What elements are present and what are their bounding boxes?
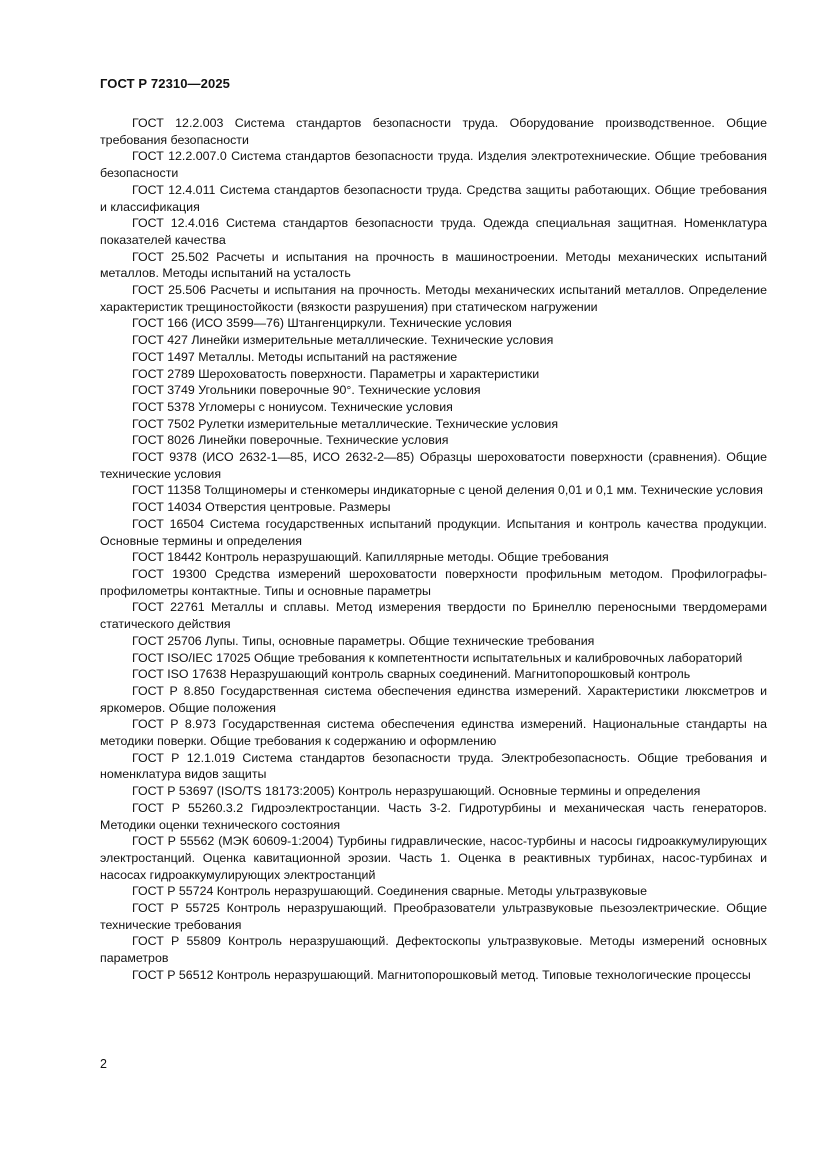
reference-item: ГОСТ 25.502 Расчеты и испытания на прочность в машиностроении. Методы механических испытаний металлов. Методы испытаний на усталость xyxy=(100,249,767,281)
reference-item: ГОСТ Р 53697 (ISO/TS 18173:2005) Контроль неразрушающий. Основные термины и определения xyxy=(132,784,701,799)
reference-item: ГОСТ Р 8.973 Государственная система обеспечения единства измерений. Национальные стандарты на методики поверки. Общие требования к содержанию и оформлению xyxy=(100,717,767,749)
reference-item: ГОСТ 9378 (ИСО 2632-1—85, ИСО 2632-2—85) Образцы шероховатости поверхности (сравнения). Общие технические условия xyxy=(100,450,767,481)
reference-item: ГОСТ 2789 Шероховатость поверхности. Параметры и характеристики xyxy=(132,366,540,381)
reference-item: ГОСТ 12.4.011 Система стандартов безопасности труда. Средства защиты работающих. Общие требования и классификация xyxy=(100,182,767,214)
document-header: ГОСТ Р 72310—2025 xyxy=(100,76,230,91)
reference-item: ГОСТ 16504 Система государственных испытаний продукции. Испытания и контроль качества продукции. Основные термины и определения xyxy=(100,516,767,548)
reference-item: ГОСТ 1497 Металлы. Методы испытаний на растяжение xyxy=(132,349,458,364)
normative-references-list xyxy=(100,115,767,984)
reference-item: ГОСТ Р 55260.3.2 Гидроэлектростанции. Часть 3-2. Гидротурбины и механическая часть генераторов. Методики оценки технического состояния xyxy=(100,800,767,832)
reference-item: ГОСТ Р 55725 Контроль неразрушающий. Преобразователи ультразвуковые пьезоэлектрические. Общие технические требования xyxy=(100,901,767,932)
reference-item: ГОСТ Р 12.1.019 Система стандартов безопасности труда. Электробезопасность. Общие требования и номенклатура видов защиты xyxy=(100,750,767,782)
reference-item: ГОСТ 22761 Металлы и сплавы. Метод измерения твердости по Бринеллю переносными твердомерами статического действия xyxy=(100,600,767,632)
reference-item: ГОСТ 12.2.007.0 Система стандартов безопасности труда. Изделия электротехнические. Общие требования безопасности xyxy=(100,149,767,181)
reference-item: ГОСТ 14034 Отверстия центровые. Размеры xyxy=(132,500,391,515)
reference-item: ГОСТ 12.4.016 Система стандартов безопасности труда. Одежда специальная защитная. Номенклатура показателей качества xyxy=(100,216,767,247)
reference-item: ГОСТ 8026 Линейки поверочные. Технические условия xyxy=(132,433,449,448)
reference-item: ГОСТ 427 Линейки измерительные металлические. Технические условия xyxy=(132,333,554,348)
reference-item: ГОСТ 25.506 Расчеты и испытания на прочность. Методы механических испытаний металлов. Определение характеристик трещиностойкости (вязкости разрушения) при статическом нагружении xyxy=(100,283,767,314)
reference-item: ГОСТ Р 55809 Контроль неразрушающий. Дефектоскопы ультразвуковые. Методы измерений основных параметров xyxy=(100,934,767,966)
reference-item: ГОСТ 12.2.003 Система стандартов безопасности труда. Оборудование производственное. Общие требования безопасности xyxy=(100,116,767,147)
reference-item: ГОСТ ISO 17638 Неразрушающий контроль сварных соединений. Магнитопорошковый контроль xyxy=(132,667,691,682)
reference-item: ГОСТ Р 55724 Контроль неразрушающий. Соединения сварные. Методы ультразвуковые xyxy=(132,884,647,899)
reference-item: ГОСТ Р 55562 (МЭК 60609-1:2004) Турбины гидравлические, насос-турбины и насосы гидроаккумулирующих электростанций. Оценка кавитационной эрозии. Часть 1. Оценка в реактивных турбинах, насос-турбинах и насосах гидроаккумулирующих электростанций xyxy=(100,834,767,882)
reference-item: ГОСТ 166 (ИСО 3599—76) Штангенциркули. Технические условия xyxy=(132,316,512,331)
reference-item: ГОСТ Р 8.850 Государственная система обеспечения единства измерений. Характеристики люксметров и яркомеров. Общие положения xyxy=(100,683,767,715)
reference-item: ГОСТ Р 56512 Контроль неразрушающий. Магнитопорошковый метод. Типовые технологические процессы xyxy=(132,967,751,982)
reference-item: ГОСТ 18442 Контроль неразрушающий. Капиллярные методы. Общие требования xyxy=(132,550,609,565)
reference-item: ГОСТ 25706 Лупы. Типы, основные параметры. Общие технические требования xyxy=(132,633,595,648)
reference-item: ГОСТ 19300 Средства измерений шероховатости поверхности профильным методом. Профилографы-профилометры контактные. Типы и основные параметры xyxy=(100,566,767,598)
reference-item: ГОСТ ISO/IEC 17025 Общие требования к компетентности испытательных и калибровочных лабораторий xyxy=(132,650,743,665)
reference-item: ГОСТ 11358 Толщиномеры и стенкомеры индикаторные с ценой деления 0,01 и 0,1 мм. Технические условия xyxy=(132,483,763,498)
reference-item: ГОСТ 3749 Угольники поверочные 90°. Технические условия xyxy=(132,383,481,398)
page-number: 2 xyxy=(100,1057,107,1071)
reference-item: ГОСТ 5378 Угломеры с нониусом. Технические условия xyxy=(132,399,453,414)
reference-item: ГОСТ 7502 Рулетки измерительные металлические. Технические условия xyxy=(132,416,559,431)
